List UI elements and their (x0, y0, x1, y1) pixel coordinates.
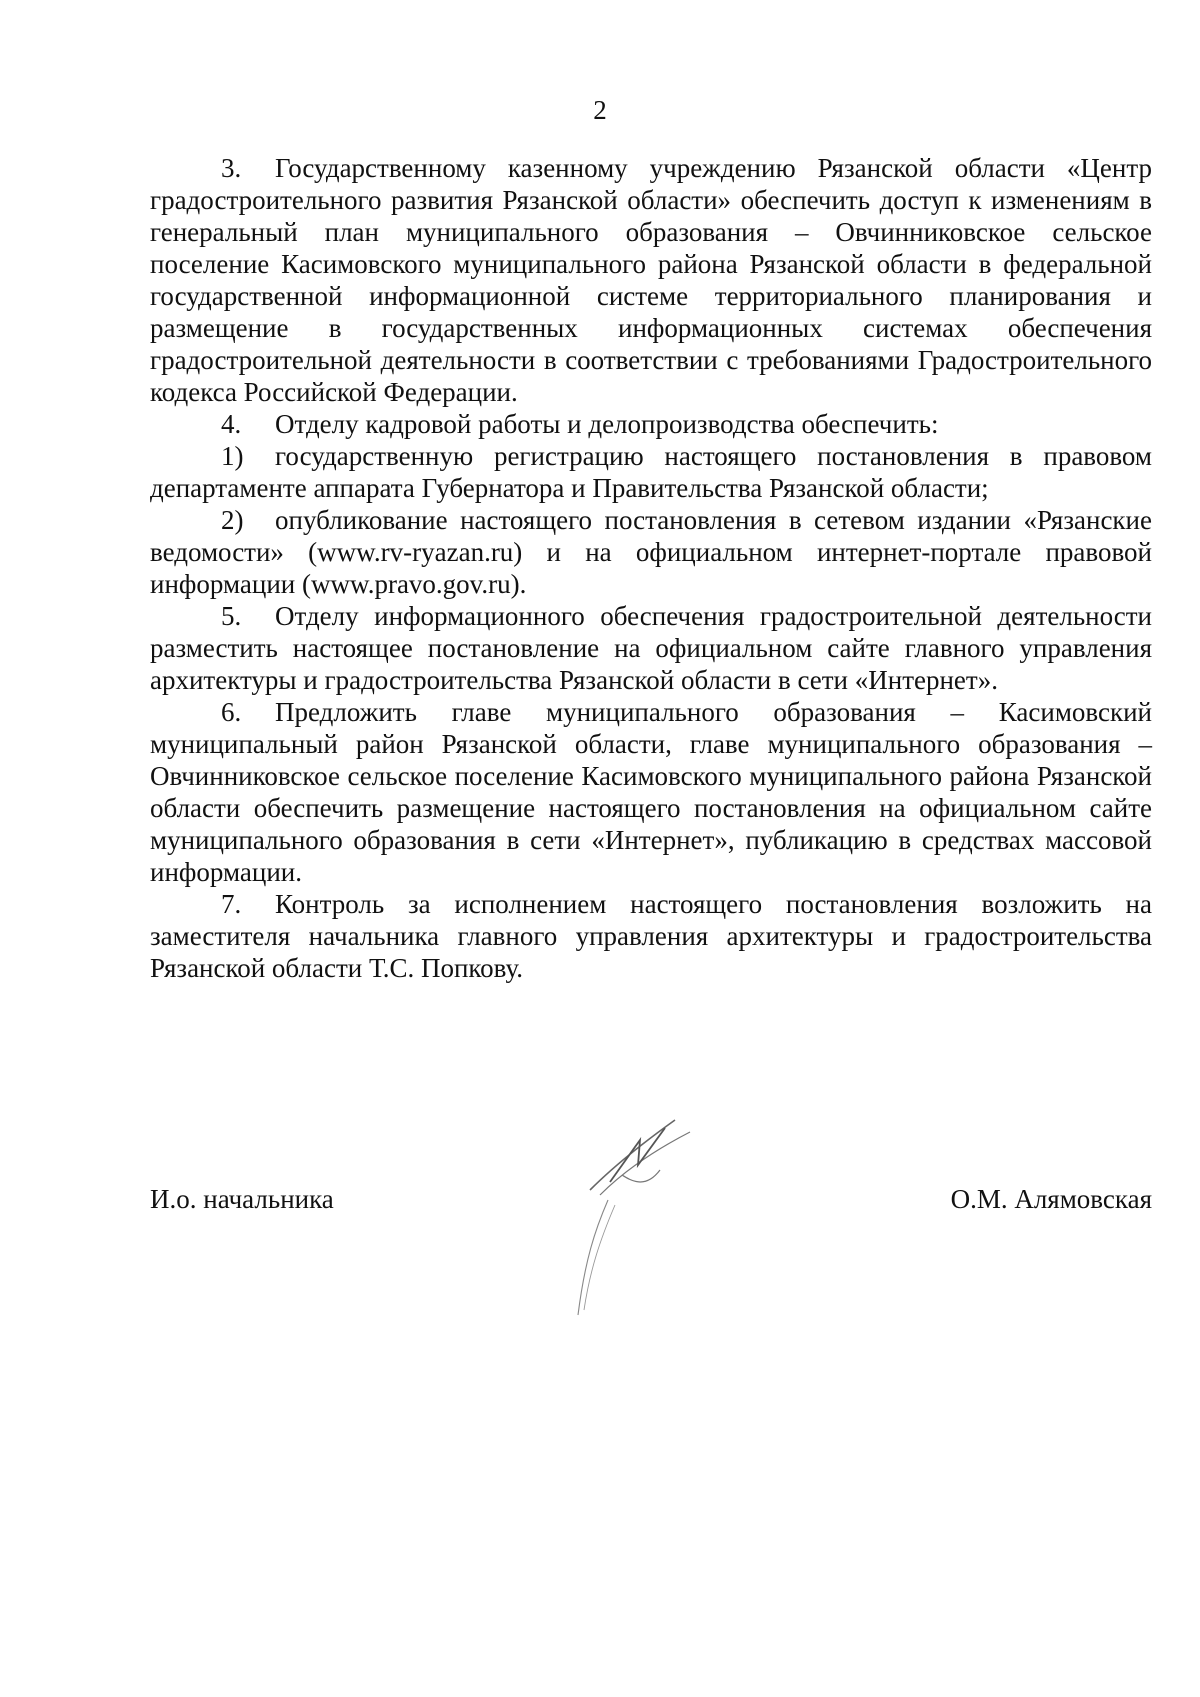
paragraph-text: Предложить главе муниципального образования – Касимовский муниципальный район Рязанской области, главе муниципального образования – Овчинниковское сельское поселение Касимовского муниципального района Рязанской области обеспечить размещение настоящего постановления на официальном сайте муниципального образования в сети «Интернет», публикацию в средствах массовой информации. (150, 697, 1152, 887)
paragraph-4 (150, 408, 1152, 440)
signatory-name: О.М. Алямовская (950, 1184, 1152, 1214)
paragraph-text: опубликование настоящего постановления в сетевом издании «Рязанские ведомости» (www.rv-ryazan.ru) и на официальном интернет-портале правовой информации (www.pravo.gov.ru). (150, 505, 1152, 599)
paragraph-marker: 4. (221, 409, 242, 439)
paragraph-3 (150, 152, 1152, 408)
paragraph-text: Отделу кадровой работы и делопроизводства обеспечить: (275, 409, 939, 439)
paragraph-7 (150, 888, 1152, 984)
paragraph-marker: 3. (221, 153, 242, 183)
signatory-position: И.о. начальника (150, 1184, 334, 1214)
handwritten-signature (570, 1110, 770, 1330)
paragraph-text: Контроль за исполнением настоящего постановления возложить на заместителя начальника главного управления архитектуры и градостроительства Рязанской области Т.С. Попкову. (150, 889, 1152, 983)
page-number: 2 (593, 95, 607, 125)
paragraph-6 (150, 696, 1152, 888)
paragraph-marker: 5. (221, 601, 242, 631)
paragraph-text: Отделу информационного обеспечения градостроительной деятельности разместить настоящее постановление на официальном сайте главного управления архитектуры и градостроительства Рязанской области в сети «Интернет». (150, 601, 1152, 695)
paragraph-marker: 7. (221, 889, 242, 919)
paragraph-marker: 1) (221, 441, 244, 471)
paragraph-marker: 6. (221, 697, 242, 727)
paragraph-marker: 2) (221, 505, 244, 535)
paragraph-5 (150, 600, 1152, 696)
paragraph-text: государственную регистрацию настоящего постановления в правовом департаменте аппарата Губернатора и Правительства Рязанской области; (150, 441, 1152, 503)
paragraph-4-2 (150, 504, 1152, 600)
document-body (150, 152, 1152, 984)
paragraph-4-1 (150, 440, 1152, 504)
paragraph-text: Государственному казенному учреждению Рязанской области «Центр градостроительного развития Рязанской области» обеспечить доступ к изменениям в генеральный план муниципального образования – Овчинниковское сельское поселение Касимовского муниципального района Рязанской области в федеральной государственной информационной системе территориального планирования и размещение в государственных информационных системах обеспечения градостроительной деятельности в соответствии с требованиями Градостроительного кодекса Российской Федерации. (150, 153, 1152, 407)
